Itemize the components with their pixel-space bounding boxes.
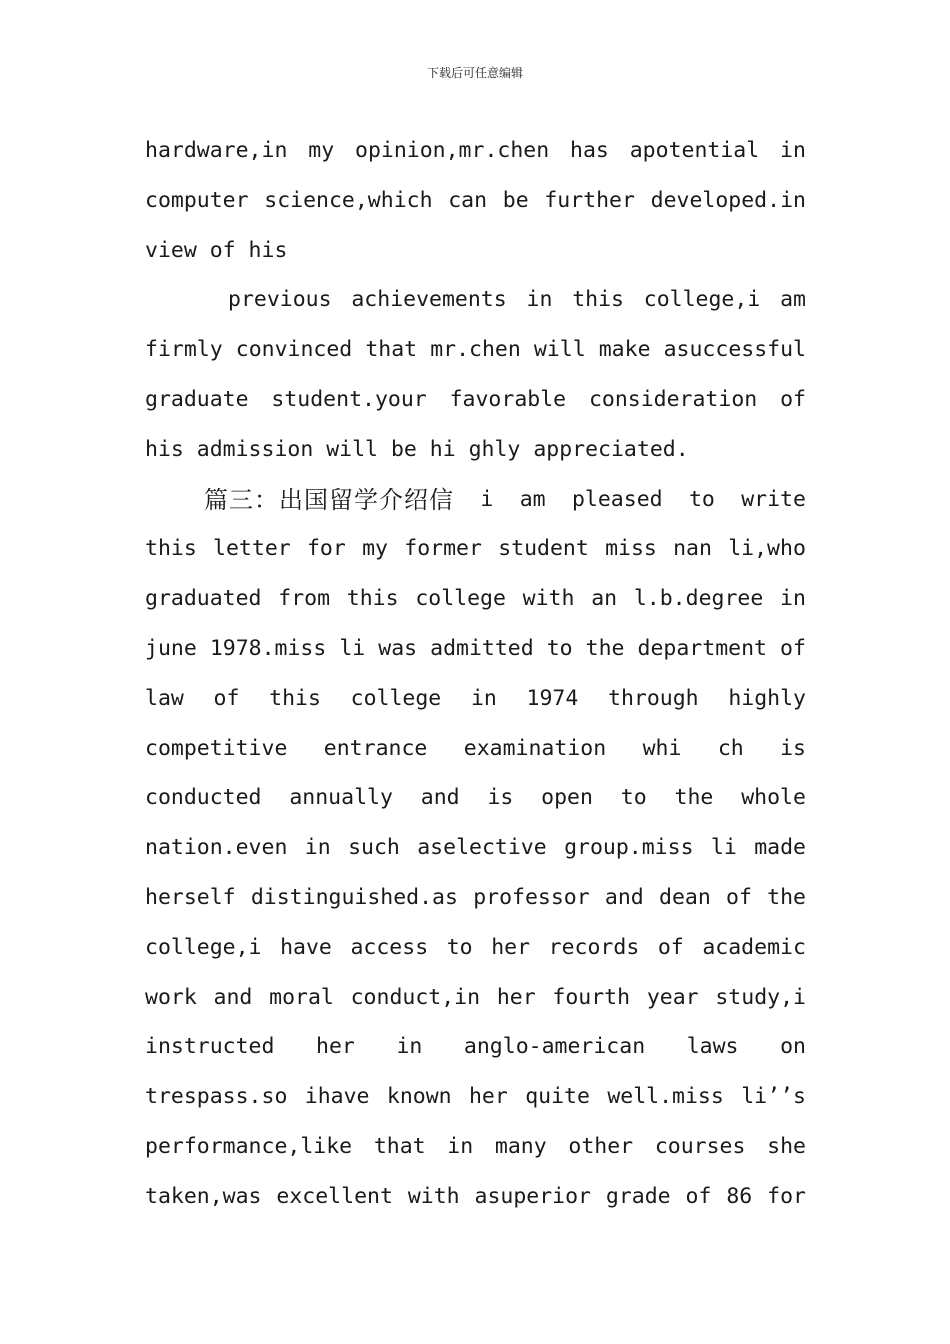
word: is bbox=[780, 735, 806, 761]
word: developed.in bbox=[650, 187, 806, 213]
word: in bbox=[304, 835, 331, 861]
word: the bbox=[674, 785, 714, 811]
word: this bbox=[145, 536, 197, 562]
word: excellent bbox=[276, 1183, 393, 1209]
text-line bbox=[145, 1029, 806, 1079]
word: made bbox=[754, 835, 806, 861]
word: my bbox=[362, 536, 388, 562]
word: convinced bbox=[235, 337, 353, 363]
text-line bbox=[145, 133, 806, 183]
word: apotential bbox=[629, 138, 760, 163]
word: ihave bbox=[304, 1084, 370, 1110]
word: make bbox=[598, 337, 651, 363]
word: in bbox=[447, 1133, 474, 1159]
word: courses bbox=[654, 1133, 746, 1159]
word: graduate bbox=[145, 386, 249, 412]
word: have bbox=[280, 934, 332, 960]
word: whole bbox=[741, 785, 806, 811]
word: ch bbox=[717, 735, 744, 761]
word: competitive bbox=[145, 735, 288, 761]
word: the bbox=[585, 635, 625, 661]
text-line bbox=[145, 880, 806, 930]
word: miss bbox=[605, 536, 657, 562]
word: work bbox=[145, 984, 197, 1010]
word: instructed bbox=[145, 1034, 275, 1060]
word: achievements bbox=[351, 287, 507, 313]
word: dean bbox=[659, 884, 711, 910]
word: with bbox=[407, 1183, 460, 1209]
word: other bbox=[568, 1133, 634, 1159]
text-line: view of his bbox=[145, 237, 288, 263]
word: and bbox=[213, 984, 253, 1010]
word: to bbox=[688, 486, 715, 512]
word: conducted bbox=[145, 785, 262, 811]
word: well.miss bbox=[607, 1084, 724, 1110]
word: of bbox=[213, 685, 240, 711]
word: in bbox=[780, 586, 806, 612]
word: to bbox=[620, 785, 647, 811]
word: law bbox=[145, 685, 184, 711]
word: this bbox=[269, 685, 321, 711]
word: was bbox=[378, 635, 418, 661]
text-line bbox=[145, 531, 806, 581]
word: of bbox=[780, 635, 806, 661]
document-body bbox=[145, 133, 806, 1229]
word: of bbox=[780, 386, 806, 412]
word: pleased bbox=[571, 486, 663, 512]
word: my bbox=[308, 138, 335, 163]
word: trespass.so bbox=[145, 1084, 288, 1110]
word: favorable bbox=[449, 386, 567, 412]
word: hardware,in bbox=[145, 138, 288, 163]
word: this bbox=[346, 586, 399, 612]
word: academic bbox=[702, 934, 806, 960]
word: entrance bbox=[323, 735, 428, 761]
word: am bbox=[780, 287, 806, 313]
word: she bbox=[767, 1133, 806, 1159]
word: whi bbox=[642, 735, 682, 761]
word: on bbox=[780, 1034, 806, 1060]
word: known bbox=[386, 1084, 452, 1110]
text-line bbox=[145, 731, 806, 781]
word: anglo-american bbox=[463, 1034, 646, 1060]
word: conduct,in bbox=[350, 984, 481, 1010]
word: annually bbox=[289, 785, 393, 811]
text-line bbox=[145, 282, 806, 332]
word: distinguished.as bbox=[250, 884, 458, 910]
text-line bbox=[145, 183, 806, 233]
word: study,i bbox=[715, 984, 806, 1010]
word: access bbox=[350, 934, 429, 960]
word: 86 bbox=[726, 1183, 753, 1209]
word: her bbox=[468, 1084, 508, 1110]
word: write bbox=[741, 486, 806, 512]
word: for bbox=[306, 536, 346, 562]
word: laws bbox=[686, 1034, 739, 1060]
word: her bbox=[496, 984, 536, 1010]
word: fourth bbox=[552, 984, 631, 1010]
word: college bbox=[415, 586, 506, 612]
word: and bbox=[604, 884, 644, 910]
word: that bbox=[365, 337, 418, 363]
word: nan bbox=[673, 536, 712, 562]
word: consideration bbox=[588, 386, 758, 412]
text-line bbox=[145, 482, 806, 532]
word: performance,like bbox=[145, 1133, 353, 1159]
word: this bbox=[572, 287, 624, 313]
text-line bbox=[145, 581, 806, 631]
word: has bbox=[570, 138, 609, 163]
word: an bbox=[591, 586, 618, 612]
word: former bbox=[404, 536, 482, 562]
word: letter bbox=[213, 536, 291, 562]
text-line bbox=[145, 780, 806, 830]
word: to bbox=[446, 934, 473, 960]
word: graduated bbox=[145, 586, 262, 612]
word: such bbox=[348, 835, 400, 861]
word: from bbox=[278, 586, 331, 612]
word: of bbox=[657, 934, 684, 960]
word: computer bbox=[145, 187, 249, 213]
word: taken,was bbox=[145, 1183, 262, 1209]
text-line bbox=[145, 332, 806, 382]
word: records bbox=[548, 934, 640, 960]
word: further bbox=[544, 187, 635, 213]
page-header: 下载后可任意编辑 bbox=[426, 66, 523, 80]
word: li bbox=[710, 835, 737, 861]
word: am bbox=[519, 486, 546, 512]
word: with bbox=[522, 586, 575, 612]
word: will bbox=[533, 337, 586, 363]
text-line bbox=[145, 830, 806, 880]
section-heading: 篇三：出国留学介绍信 bbox=[204, 485, 454, 514]
word: l.b.degree bbox=[633, 586, 764, 612]
word: in bbox=[396, 1034, 423, 1060]
word: highly bbox=[728, 685, 806, 711]
word: can bbox=[448, 187, 488, 213]
word: asuperior bbox=[474, 1183, 591, 1209]
word: quite bbox=[525, 1084, 590, 1110]
word: moral bbox=[269, 984, 334, 1010]
word: her bbox=[491, 934, 531, 960]
word: in bbox=[780, 138, 806, 163]
word: in bbox=[470, 685, 497, 711]
word: college,i bbox=[145, 934, 262, 960]
word: to bbox=[546, 635, 573, 661]
text-line bbox=[145, 980, 806, 1030]
word: li’’s bbox=[741, 1084, 806, 1110]
word: li,who bbox=[728, 536, 806, 562]
text-line bbox=[145, 1129, 806, 1179]
word: department bbox=[637, 635, 767, 661]
word: for bbox=[767, 1183, 806, 1209]
word: herself bbox=[145, 884, 236, 910]
word: college,i bbox=[643, 287, 761, 313]
text-line bbox=[145, 930, 806, 980]
word: many bbox=[494, 1133, 547, 1159]
word: asuccessful bbox=[663, 337, 806, 363]
word: the bbox=[767, 884, 806, 910]
word: her bbox=[316, 1034, 355, 1060]
word: examination bbox=[463, 735, 607, 761]
word: through bbox=[608, 685, 699, 711]
word: june bbox=[145, 635, 197, 661]
word: nation.even bbox=[145, 835, 288, 861]
word: li bbox=[339, 635, 366, 661]
word: grade bbox=[605, 1183, 671, 1209]
word: aselective bbox=[417, 835, 547, 861]
text-line bbox=[145, 681, 806, 731]
word: be bbox=[502, 187, 529, 213]
word: admitted bbox=[430, 635, 534, 661]
word: mr.chen bbox=[430, 337, 521, 363]
word: college bbox=[350, 685, 442, 711]
word: open bbox=[541, 785, 593, 811]
word: year bbox=[646, 984, 699, 1010]
word: science,which bbox=[264, 187, 433, 213]
word: i bbox=[480, 486, 494, 512]
word: 1978.miss bbox=[209, 635, 327, 661]
word: previous bbox=[228, 287, 332, 313]
word: 1974 bbox=[526, 685, 579, 711]
text-line bbox=[145, 382, 806, 432]
text-line bbox=[145, 631, 806, 681]
word: and bbox=[420, 785, 460, 811]
word: of bbox=[726, 884, 752, 910]
text-line: his admission will be hi ghly appreciated. bbox=[145, 436, 689, 462]
word: of bbox=[685, 1183, 712, 1209]
word: student bbox=[498, 536, 589, 562]
word: that bbox=[373, 1133, 426, 1159]
text-line bbox=[145, 1079, 806, 1129]
word: firmly bbox=[145, 337, 223, 363]
word: in bbox=[526, 287, 553, 313]
word: professor bbox=[473, 884, 590, 910]
word: is bbox=[487, 785, 514, 811]
text-line bbox=[145, 1179, 806, 1229]
word: student.your bbox=[271, 386, 427, 412]
word: group.miss bbox=[564, 835, 694, 861]
word: opinion,mr.chen bbox=[355, 138, 550, 163]
